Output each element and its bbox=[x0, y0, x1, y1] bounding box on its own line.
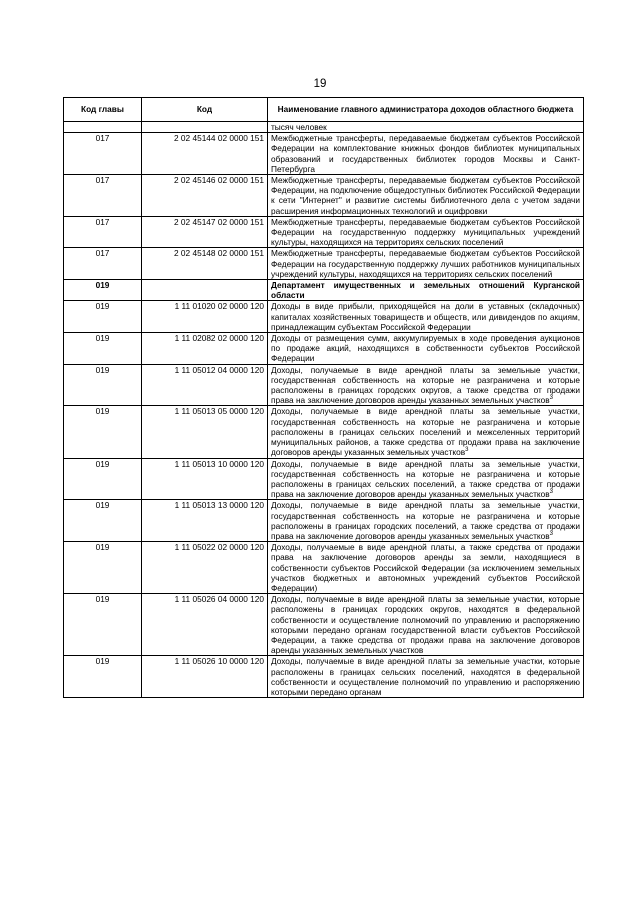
name-text: Межбюджетные трансферты, передаваемые бюджетам субъектов Российской Федерации на государственную поддержку муниципальных учреждений культуры, находящихся на территориях сельских поселений bbox=[271, 216, 580, 248]
name-cell bbox=[268, 542, 584, 594]
table-row bbox=[64, 133, 584, 175]
page-number: 19 bbox=[313, 78, 327, 90]
table-row bbox=[64, 500, 584, 542]
name-cell bbox=[268, 133, 584, 175]
table-row bbox=[64, 656, 584, 698]
chapter-code-cell: 017 bbox=[64, 248, 142, 280]
table-row bbox=[64, 458, 584, 500]
footnote-mark: 3 bbox=[465, 447, 469, 454]
name-cell bbox=[268, 458, 584, 500]
name-cell bbox=[268, 406, 584, 458]
code-cell: 1 11 05026 04 0000 120 bbox=[142, 594, 268, 656]
name-text: Департамент имущественных и земельных отношений Курганской области bbox=[271, 280, 580, 301]
header-code: Код bbox=[142, 98, 268, 122]
chapter-code-cell: 019 bbox=[64, 406, 142, 458]
code-cell: 1 11 05013 13 0000 120 bbox=[142, 500, 268, 542]
name-text: Доходы, получаемые в виде арендной платы за земельные участки, государственная собственность на которые не разграничена и которые расположены в границах городских округов, а также средства от продажи права на заключение договоров аренды указанных земельных участков bbox=[271, 364, 580, 406]
name-text: Доходы в виде прибыли, приходящейся на доли в уставных (складочных) капиталах хозяйственных товариществ и обществ, или дивидендов по акциям, принадлежащим субъектам Российской Федерации bbox=[271, 301, 580, 332]
footnote-mark: 3 bbox=[549, 489, 554, 496]
name-cell bbox=[268, 364, 584, 406]
name-text: Межбюджетные трансферты, передаваемые бюджетам субъектов Российской Федерации, на подключение общедоступных библиотек Российской Федерации к сети "Интернет" и развитие системы библиотечного дела с учетом задачи расширения информационных технологий и оцифровки bbox=[271, 175, 580, 216]
footnote-mark: 3 bbox=[549, 395, 554, 402]
footnote-mark: 3 bbox=[549, 531, 554, 538]
name-cell bbox=[268, 301, 584, 333]
table-row bbox=[64, 122, 584, 133]
table-row bbox=[64, 280, 584, 301]
code-cell: 1 11 05022 02 0000 120 bbox=[142, 542, 268, 594]
code-cell: 1 11 05013 05 0000 120 bbox=[142, 406, 268, 458]
table-row bbox=[64, 301, 584, 333]
code-cell: 1 11 05026 10 0000 120 bbox=[142, 656, 268, 698]
name-cell bbox=[268, 122, 584, 133]
name-cell bbox=[268, 500, 584, 542]
code-cell: 2 02 45146 02 0000 151 bbox=[142, 175, 268, 217]
table-row bbox=[64, 406, 584, 458]
chapter-code-cell: 019 bbox=[64, 542, 142, 594]
chapter-code-cell: 019 bbox=[64, 280, 142, 301]
code-cell: 1 11 05013 10 0000 120 bbox=[142, 458, 268, 500]
table-row bbox=[64, 248, 584, 280]
name-text: Доходы, получаемые в виде арендной платы за земельные участки, государственная собственность на которые не разграничена и которые расположены в границах сельских поселений, а также средства от продажи права на заключение договоров аренды указанных земельных участков bbox=[271, 458, 580, 500]
name-text: Доходы от размещения сумм, аккумулируемых в ходе проведения аукционов по продаже акций, находящихся в собственности субъектов Российской Федерации bbox=[271, 333, 580, 364]
revenue-administrators-table bbox=[63, 97, 584, 698]
chapter-code-cell: 019 bbox=[64, 301, 142, 333]
table-header-row bbox=[64, 98, 584, 122]
code-cell: 1 11 05012 04 0000 120 bbox=[142, 364, 268, 406]
table-row bbox=[64, 542, 584, 594]
chapter-code-cell: 019 bbox=[64, 333, 142, 365]
code-cell: 1 11 01020 02 0000 120 bbox=[142, 301, 268, 333]
chapter-code-cell: 017 bbox=[64, 133, 142, 175]
name-text: Доходы, получаемые в виде арендной платы за земельные участки, которые расположены в границах городских округов, находятся в федеральной собственности и осуществление полномочий по управлению и распоряжению которыми передано органам государственной власти субъектов Российской Федерации, а также средства от продажи права на заключение договоров аренды указанных земельных участков bbox=[271, 594, 580, 656]
chapter-code-cell: 017 bbox=[64, 216, 142, 248]
name-text: Доходы, получаемые в виде арендной платы за земельные участки, которые расположены в границах сельских поселений, находятся в федеральной собственности и осуществление полномочий по управлению и распоряжению которыми передано органам bbox=[271, 656, 580, 697]
chapter-code-cell: 019 bbox=[64, 656, 142, 698]
chapter-code-cell: 019 bbox=[64, 458, 142, 500]
chapter-code-cell: 019 bbox=[64, 500, 142, 542]
code-cell: 1 11 02082 02 0000 120 bbox=[142, 333, 268, 365]
name-cell bbox=[268, 175, 584, 217]
table-row bbox=[64, 333, 584, 365]
name-cell bbox=[268, 333, 584, 365]
name-cell bbox=[268, 656, 584, 698]
name-text: тысяч человек bbox=[271, 122, 327, 132]
code-cell bbox=[142, 280, 268, 301]
header-chapter-code: Код главы bbox=[64, 98, 142, 122]
name-text: Межбюджетные трансферты, передаваемые бюджетам субъектов Российской Федерации на комплектование книжных фондов библиотек муниципальных образований и государственных библиотек городов Москвы и Санкт-Петербурга bbox=[271, 133, 580, 174]
table-row bbox=[64, 364, 584, 406]
name-text: Межбюджетные трансферты, передаваемые бюджетам субъектов Российской Федерации на государственную поддержку лучших работников муниципальных учреждений культуры, находящихся на территориях сельских поселений bbox=[271, 248, 580, 279]
name-text: Доходы, получаемые в виде арендной платы за земельные участки, государственная собственность на которые не разграничена и которые расположены в границах сельских поселений и межселенных территорий муниципальных районов, а также средства от продажи права на заключение договоров аренды указанных земельных участков bbox=[271, 406, 580, 458]
name-cell bbox=[268, 216, 584, 248]
table-row bbox=[64, 594, 584, 656]
name-cell bbox=[268, 280, 584, 301]
code-cell: 2 02 45148 02 0000 151 bbox=[142, 248, 268, 280]
chapter-code-cell: 019 bbox=[64, 594, 142, 656]
name-text: Доходы, получаемые в виде арендной платы за земельные участки, государственная собственность на которые не разграничена и которые расположены в границах городских поселений, а также средства от продажи права на заключение договоров аренды указанных земельных участков bbox=[271, 500, 580, 541]
table-row bbox=[64, 216, 584, 248]
chapter-code-cell: 017 bbox=[64, 175, 142, 217]
table-row bbox=[64, 175, 584, 217]
code-cell bbox=[142, 122, 268, 133]
chapter-code-cell bbox=[64, 122, 142, 133]
header-administrator-name: Наименование главного администратора доходов областного бюджета bbox=[268, 98, 584, 122]
name-cell bbox=[268, 594, 584, 656]
code-cell: 2 02 45144 02 0000 151 bbox=[142, 133, 268, 175]
name-cell bbox=[268, 248, 584, 280]
code-cell: 2 02 45147 02 0000 151 bbox=[142, 216, 268, 248]
name-text: Доходы, получаемые в виде арендной платы, а также средства от продажи права на заключение договоров аренды за земли, находящиеся в собственности субъектов Российской Федерации (за исключением земельных участков бюджетных и автономных учреждений субъектов Российской Федерации) bbox=[271, 542, 580, 593]
chapter-code-cell: 019 bbox=[64, 364, 142, 406]
